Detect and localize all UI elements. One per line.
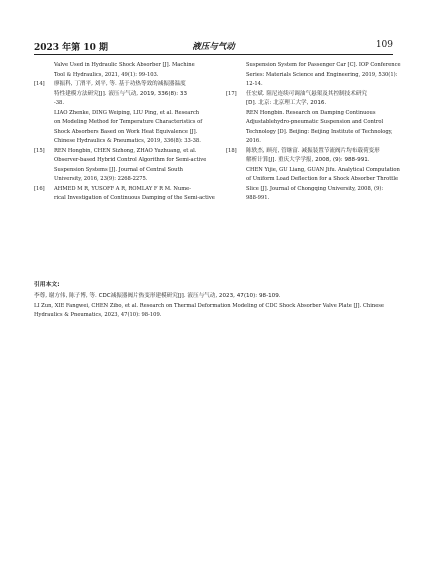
reference-entry	[34, 61, 216, 80]
reference-line: 988-991.	[246, 195, 270, 201]
reference-line: 解析计算[J]. 重庆大学学报, 2008, (9): 988-991.	[246, 157, 370, 163]
reference-line: Shock Absorbers Based on Work Heat Equivalence [J].	[54, 128, 198, 135]
reference-line: Suspension System for Passenger Car [C]. IOP Conference	[246, 62, 401, 68]
references-right-column	[226, 61, 401, 204]
reference-line: Observer-based Hybrid Control Algorithm for Semi-active	[54, 157, 207, 163]
reference-line: of Uniform Load Deflection for a Shock Absorber Throttle	[246, 176, 399, 182]
reference-line: 任宏斌. 阻尼连续可调油气悬架及其控制技术研究	[246, 90, 368, 97]
reference-line: CHEN Yijie, GU Liang, GUAN Jifu. Analytical Computation	[246, 166, 400, 173]
citation-line: LI Zun, XIE Fangwei, CHEN Zibo, et al. Research on Thermal Deformation Modeling of CDC Shock Absorber Valve Plate [J]. Chinese	[34, 302, 384, 309]
reference-line: AHMED M R, YUSOFF A R, ROMLAY F R M. Nume-	[54, 185, 191, 192]
reference-line: REN Hongbin, CHEN Sizhong, ZHAO Yuzhuang, et al.	[54, 147, 197, 154]
reference-line: REN Hongbin. Research on Damping Continuous	[246, 109, 376, 116]
reference-line: [D]. 北京: 北京理工大学, 2016.	[246, 100, 327, 106]
reference-line: on Modeling Method for Temperature Characteristics of	[54, 119, 203, 125]
reference-line: 廖振科, 丁渭平, 刘平, 等. 基于功热等效的减振器温度	[54, 81, 186, 87]
journal-name: 液压与气动	[192, 42, 235, 52]
reference-line: Suspension Systems [J]. Journal of Central South	[54, 166, 183, 173]
reference-number: [15]	[34, 147, 45, 154]
reference-line: Adjustablehydro-pneumatic Suspension and Control	[246, 119, 384, 125]
reference-entry	[226, 90, 396, 147]
reference-line: 特性建模方法研究[J]. 液压与气动, 2019, 336(8): 33	[54, 90, 188, 97]
reference-entry	[226, 61, 401, 90]
reference-line: -38.	[54, 100, 65, 106]
reference-number: [18]	[226, 147, 237, 154]
reference-number: [16]	[34, 185, 45, 192]
reference-line: 陈轶杰, 顾亮, 管继富. 减振装置节流阀片均布载荷变形	[246, 147, 380, 154]
reference-line: rical Investigation of Continuous Damping of the Semi-active	[54, 195, 215, 201]
citation-block	[34, 281, 397, 321]
reference-entry	[34, 185, 216, 204]
page-header	[34, 40, 393, 54]
citation-lines	[34, 292, 397, 321]
reference-line: Tool & Hydraulics, 2021, 49(1): 99-103.	[54, 71, 159, 78]
header-rule	[34, 54, 393, 55]
reference-entry	[34, 80, 216, 147]
citation-line: 李尊, 谢方伟, 陈子博, 等. CDC减振器阀片热变形建模研究[J]. 液压与气动, 2023, 47(10): 98-109.	[34, 292, 281, 299]
reference-line: University, 2016, 23(9): 2268-2275.	[54, 176, 148, 182]
reference-line: Valve Used in Hydraulic Shock Absorber [J]. Machine	[54, 62, 195, 68]
reference-line: Technology [D]. Beijing: Beijing Institute of Technology,	[246, 128, 393, 135]
reference-number: [17]	[226, 90, 237, 97]
citation-title: 引用本文:	[34, 282, 60, 288]
citation-line: Hydraulics & Pneumatics, 2023, 47(10): 98-109.	[34, 312, 162, 319]
reference-entry	[226, 147, 400, 204]
reference-line: Slice [J]. Journal of Chongqing University, 2008, (9):	[246, 185, 384, 192]
reference-line: Chinese Hydraulics & Pneumatics, 2019, 336(8): 33-38.	[54, 138, 201, 144]
reference-line: LIAO Zhenke, DING Weiping, LIU Ping, et al. Research	[54, 109, 200, 116]
page-number: 109	[375, 40, 393, 50]
reference-line: 2016.	[246, 138, 261, 144]
reference-line: Series: Materials Science and Engineering, 2019, 530(1):	[246, 71, 398, 78]
references-left-column	[34, 61, 216, 204]
reference-line: 12-14.	[246, 81, 263, 87]
reference-entry	[34, 147, 216, 185]
reference-number: [14]	[34, 81, 45, 87]
journal-issue: 2023 年第 10 期	[34, 43, 108, 53]
